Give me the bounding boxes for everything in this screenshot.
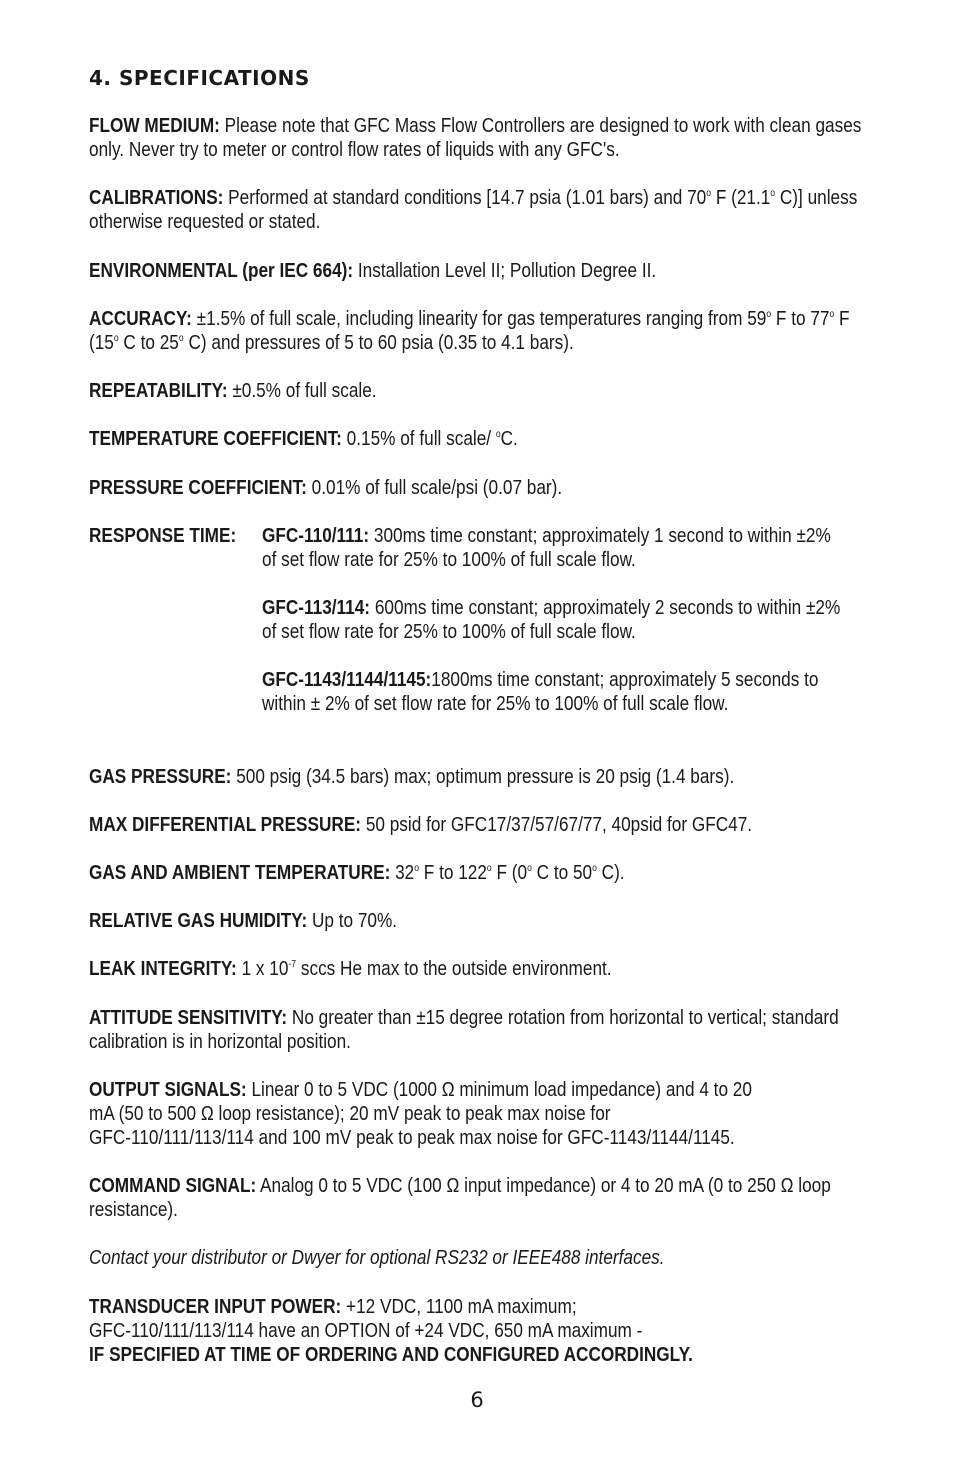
degree-mark: o bbox=[178, 333, 184, 344]
spec-gas-ambient-temperature bbox=[89, 861, 864, 885]
degree-mark: o bbox=[113, 333, 119, 344]
spec-command-signal bbox=[89, 1174, 864, 1222]
spec-label: OUTPUT SIGNALS: bbox=[89, 1079, 247, 1101]
spec-value: 0.15% of full scale/ bbox=[341, 428, 496, 450]
spec-value: Installation Level II; Pollution Degree II. bbox=[353, 260, 657, 282]
spec-label: RELATIVE GAS HUMIDITY: bbox=[89, 910, 308, 932]
spec-value: 300ms time constant; approximately 1 second to within ±2% of set flow rate for 25% to 100% of full scale flow. bbox=[262, 525, 831, 571]
spec-gas-pressure bbox=[89, 765, 864, 789]
spec-value: Analog 0 to 5 VDC (100 Ω input impedance) or 4 to 20 mA (0 to 250 Ω loop resistance). bbox=[89, 1175, 831, 1221]
spec-label: FLOW MEDIUM: bbox=[89, 115, 220, 137]
spec-value: Up to 70%. bbox=[307, 910, 398, 932]
spec-value: mA (50 to 500 Ω loop resistance); 20 mV peak to peak max noise for bbox=[89, 1103, 611, 1125]
spec-value: 600ms time constant; approximately 2 seconds to within ±2% of set flow rate for 25% to 100% of full scale flow. bbox=[262, 597, 841, 643]
degree-mark: o bbox=[592, 863, 597, 874]
spec-value: GFC-110/111/113/114 and 100 mV peak to peak max noise for GFC-1143/1144/1145. bbox=[89, 1127, 735, 1149]
model-label: GFC-113/114: bbox=[262, 597, 371, 619]
spec-relative-gas-humidity bbox=[89, 909, 864, 933]
response-time-item bbox=[262, 524, 847, 572]
degree-mark: o bbox=[414, 863, 420, 874]
spec-value: ±0.5% of full scale. bbox=[227, 380, 377, 402]
exponent: -7 bbox=[288, 959, 297, 970]
spec-label: TRANSDUCER INPUT POWER: bbox=[89, 1296, 342, 1318]
spec-value: F (15 bbox=[89, 308, 850, 354]
degree-mark: o bbox=[486, 863, 492, 874]
spec-environmental bbox=[89, 259, 864, 283]
spec-value: C. bbox=[500, 428, 518, 450]
degree-mark: o bbox=[706, 188, 712, 199]
spec-value: C)] unless otherwise requested or stated. bbox=[89, 187, 858, 233]
contact-note: Contact your distributor or Dwyer for optional RS232 or IEEE488 interfaces. bbox=[89, 1247, 665, 1269]
spec-value: F to 77 bbox=[771, 308, 830, 330]
spec-label: GAS PRESSURE: bbox=[89, 766, 232, 788]
spec-label: COMMAND SIGNAL: bbox=[89, 1175, 257, 1197]
spec-value: 0.01% of full scale/psi (0.07 bar). bbox=[306, 477, 563, 499]
spec-leak-integrity bbox=[89, 957, 864, 981]
degree-mark: o bbox=[770, 188, 776, 199]
spec-label: ENVIRONMENTAL (per IEC 664): bbox=[89, 260, 354, 282]
spec-output-signals bbox=[89, 1078, 864, 1150]
spec-value: ±1.5% of full scale, including linearity for gas temperatures ranging from 59 bbox=[191, 308, 767, 330]
spec-value: 1800ms time constant; approximately 5 seconds to within ± 2% of set flow rate for 25% to 100% of full scale flow. bbox=[262, 669, 819, 715]
spec-value: C). bbox=[596, 862, 625, 884]
spec-value: sccs He max to the outside environment. bbox=[296, 958, 612, 980]
spec-value: C to 25 bbox=[118, 332, 179, 354]
spec-value: +12 VDC, 1100 mA maximum; bbox=[341, 1296, 577, 1318]
spec-value: F to 122 bbox=[419, 862, 487, 884]
spec-label: REPEATABILITY: bbox=[89, 380, 228, 402]
spec-transducer-input-power bbox=[89, 1295, 864, 1367]
response-time-label: RESPONSE TIME: bbox=[89, 525, 237, 547]
spec-label: MAX DIFFERENTIAL PRESSURE: bbox=[89, 814, 362, 836]
spec-value: GFC-110/111/113/114 have an OPTION of +24 VDC, 650 mA maximum - bbox=[89, 1320, 643, 1342]
degree-mark: o bbox=[495, 429, 501, 440]
page-number: 6 bbox=[470, 1388, 484, 1412]
spec-pressure-coefficient bbox=[89, 476, 864, 500]
spec-value: Linear 0 to 5 VDC (1000 Ω minimum load impedance) and 4 to 20 bbox=[246, 1079, 752, 1101]
spec-value: No greater than ±15 degree rotation from horizontal to vertical; standard calibration is in horizontal position. bbox=[89, 1007, 839, 1053]
spec-label: PRESSURE COEFFICIENT: bbox=[89, 477, 307, 499]
degree-mark: o bbox=[829, 309, 835, 320]
spec-attitude-sensitivity bbox=[89, 1006, 864, 1054]
response-time-item bbox=[262, 596, 847, 644]
spec-value: C) and pressures of 5 to 60 psia (0.35 to 4.1 bars). bbox=[183, 332, 574, 354]
spec-max-differential-pressure bbox=[89, 813, 864, 837]
spec-label: CALIBRATIONS: bbox=[89, 187, 224, 209]
spec-accuracy bbox=[89, 307, 864, 355]
spec-label: GAS AND AMBIENT TEMPERATURE: bbox=[89, 862, 391, 884]
degree-mark: o bbox=[766, 309, 772, 320]
spec-label: ATTITUDE SENSITIVITY: bbox=[89, 1007, 288, 1029]
response-time-item bbox=[262, 668, 847, 716]
spec-flow-medium bbox=[89, 114, 864, 162]
spec-value: F (0 bbox=[491, 862, 528, 884]
spec-value: Please note that GFC Mass Flow Controllers are designed to work with clean gases only. Never try to meter or control flow rates of liquids with any GFC's. bbox=[89, 115, 862, 161]
spec-value: 32 bbox=[390, 862, 415, 884]
spec-value: 1 x 10 bbox=[236, 958, 289, 980]
spec-label: ACCURACY: bbox=[89, 308, 192, 330]
spec-value: Performed at standard conditions [14.7 psia (1.01 bars) and 70 bbox=[223, 187, 707, 209]
spec-label: LEAK INTEGRITY: bbox=[89, 958, 237, 980]
section-title: 4. SPECIFICATIONS bbox=[89, 66, 310, 90]
degree-mark: o bbox=[527, 863, 532, 874]
spec-temperature-coefficient bbox=[89, 427, 864, 451]
spec-value: 500 psig (34.5 bars) max; optimum pressure is 20 psig (1.4 bars). bbox=[231, 766, 735, 788]
spec-repeatability bbox=[89, 379, 864, 403]
spec-calibrations bbox=[89, 186, 864, 234]
model-label: GFC-1143/1144/1145: bbox=[262, 669, 432, 691]
spec-label: TEMPERATURE COEFFICIENT: bbox=[89, 428, 342, 450]
spec-value: C to 50 bbox=[531, 862, 593, 884]
model-label: GFC-110/111: bbox=[262, 525, 370, 547]
spec-warning: IF SPECIFIED AT TIME OF ORDERING AND CONFIGURED ACCORDINGLY. bbox=[89, 1344, 693, 1366]
spec-value: F (21.1 bbox=[711, 187, 771, 209]
spec-value: 50 psid for GFC17/37/57/67/77, 40psid for GFC47. bbox=[361, 814, 753, 836]
